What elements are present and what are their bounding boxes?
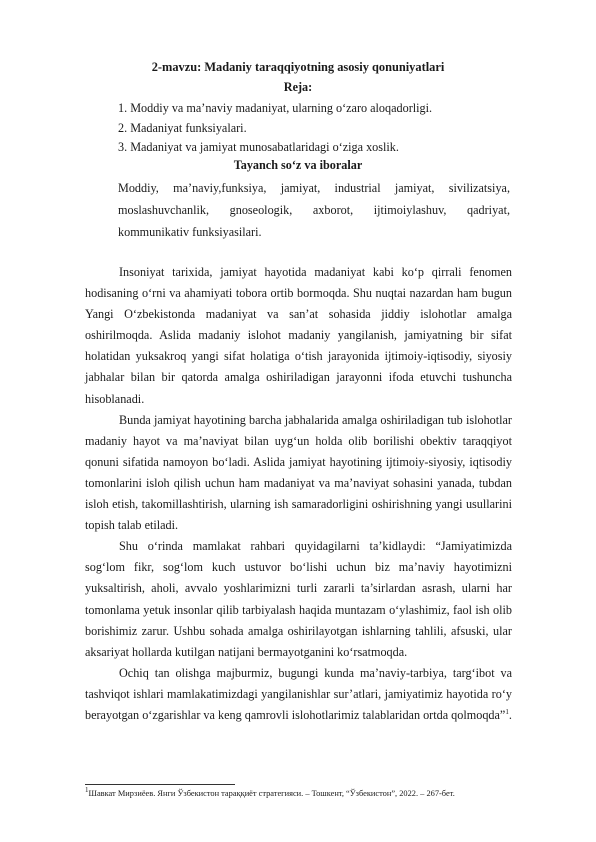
plan-list xyxy=(118,99,432,158)
keywords-line: moslashuvchanlik, gnoseologik, axborot, ijtimoiylashuv, qadriyat, xyxy=(118,203,510,217)
footnote xyxy=(85,786,525,798)
page-title: 2-mavzu: Madaniy taraqqiyotning asosiy qonuniyatlari xyxy=(151,60,445,74)
paragraph: Insoniyat tarixida, jamiyat hayotida madaniyat kabi ko‘p qirrali fenomen hodisaning o‘rni va ahamiyati tobora ortib bormoqda. Shu nuqtai nazardan ham bugun Yangi O‘zbekistonda madaniyat va san’at sohasida jiddiy islohotlar amalga oshirilmoqda. Aslida madaniy islohot madaniy yangilanish, jamiyatning bir sifat holatidan yuksakroq yangi sifat holatiga o‘tish jarayonida ijtimoiy-iqtisodiy, siyosiy jabhalar bilan bir qatorda amalga oshiriladigan jarayonni ifoda etuvchi tushuncha hisoblanadi. xyxy=(85,265,512,406)
keywords-heading: Tayanch so‘z va iboralar xyxy=(233,158,363,172)
plan-heading: Reja: xyxy=(283,80,313,94)
keywords-block xyxy=(118,177,510,243)
plan-item: 2. Madaniyat funksiyalari. xyxy=(118,120,247,135)
body-text xyxy=(85,262,512,726)
keywords-line: kommunikativ funksiyasilari. xyxy=(118,225,262,239)
keywords-line: Moddiy, ma’naviy,funksiya, jamiyat, industrial jamiyat, sivilizatsiya, xyxy=(118,181,510,195)
footnote-marker: 1 xyxy=(85,786,89,795)
paragraph-text: Ochiq tan olishga majburmiz, bugungi kunda ma’naviy-tarbiya, targ‘ibot va tashviqot ishlari mamlakatimizdagi yangilanishlar sur’atlari, jamiyatimiz hayotida ro‘y berayotgan o‘zgarishlar va keng qamrovli islohotlarimiz talablaridan ortda qolmoqda” xyxy=(85,665,512,722)
plan-item: 1. Moddiy va ma’naviy madaniyat, ularning o‘zaro aloqadorligi. xyxy=(118,101,433,115)
footnote-text: Шавкат Мирзиёев. Янги Ўзбекистон тараққиёт стратегияси. – Тошкент, “Ўзбекистон”, 2022. – 267-бет. xyxy=(88,789,455,798)
paragraph: Shu o‘rinda mamlakat rahbari quyidagilarni ta’kidlaydi: “Jamiyatimizda sog‘lom fikr, sog‘lom kuch ustuvor bo‘lishi uchun biz ma’naviy hayotimizni yuksaltirish, aholi, avvalo yoshlarimizni turli zararli ta’sirlardan asrash, ularni har tomonlama yetuk insonlar qilib tarbiyalash haqida muntazam o‘ylashimiz, faol ish olib borishimiz zarur. Ushbu sohada amalga oshirilayotgan ishlarning tahlili, afsuski, ular aksariyat hollarda kutilgan natijani bermayotganini ko‘rsatmoqda. xyxy=(85,539,512,659)
footnote-reference: 1 xyxy=(505,707,509,716)
paragraph: Bunda jamiyat hayotining barcha jabhalarida amalga oshiriladigan tub islohotlar madaniy hayot va ma’naviyat bilan uyg‘un holda olib borilishi obektiv taraqqiyot qonuni sifatida namoyon bo‘ladi. Aslida jamiyat hayotining ijtimoiy-siyosiy, iqtisodiy tomonlarini isloh qilish uchun ham madaniyat va ma’naviyat sohasini yanada, tubdan isloh etish, takomillashtirish, ularning ish samaradorligini oshirishning yangi usullarini topish talab etiladi. xyxy=(85,412,512,533)
plan-item: 3. Madaniyat va jamiyat munosabatlaridagi o‘ziga xoslik. xyxy=(118,140,399,154)
footnote-divider xyxy=(85,784,235,785)
paragraph: Ochiq tan olishga majburmiz, bugungi kunda ma’naviy-tarbiya, targ‘ibot va tashviqot ishlari mamlakatimizdagi yangilanishlar sur’atlari, jamiyatimiz hayotida ro‘y berayotgan o‘zgarishlar va keng qamrovli islohotlarimiz talablaridan ortda qolmoqda”$^1$. xyxy=(85,665,512,722)
